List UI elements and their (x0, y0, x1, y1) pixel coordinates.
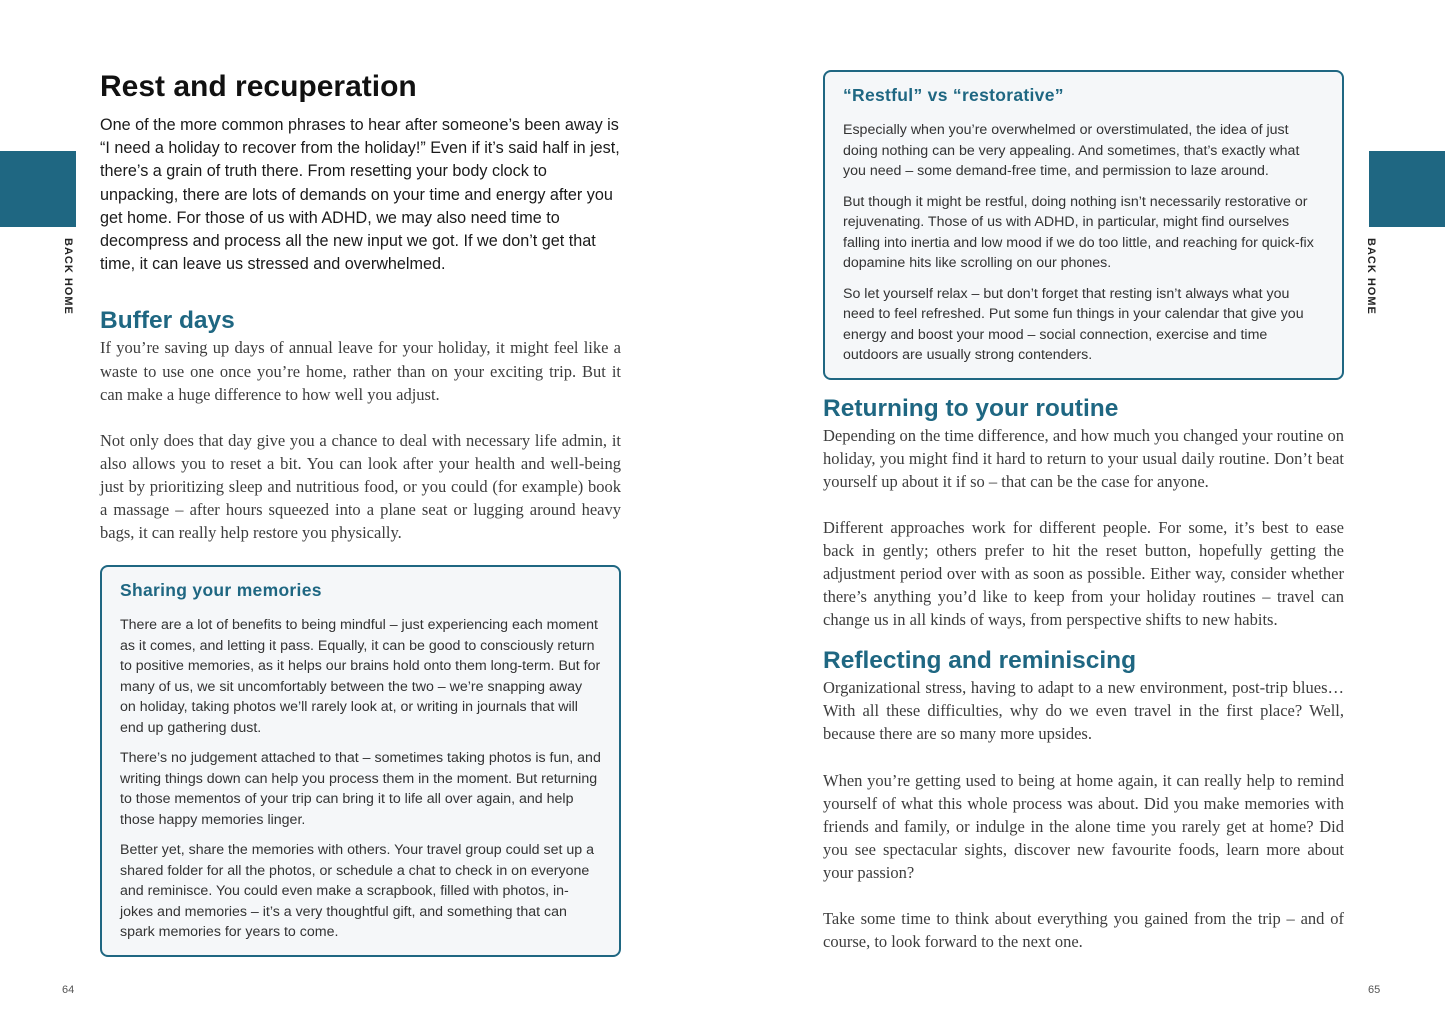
body-paragraph: When you’re getting used to being at home again, it can really help to remind yourself of what this whole process was about. Did you make memories with friends and family, or indulge in the alone time you rarely get at home? Did you see spectacular sights, discover new favourite foods, learn more about your passion? (823, 770, 1344, 882)
page-title: Rest and recuperation (100, 70, 417, 103)
body-paragraph: Organizational stress, having to adapt to a new environment, post-trip blues… With all these difficulties, why do we even travel in the first place? Well, because there are so many more upsides. (823, 678, 1344, 744)
left-column (100, 68, 621, 957)
section-heading-returning-routine: Returning to your routine (823, 394, 1119, 422)
box-paragraph: Better yet, share the memories with others. Your travel group could set up a shared folder for all the photos, or schedule a chat to check in on everyone and reminisce. You could even make a scrapbook, filled with photos, in-jokes and memories – it’s a very thoughtful gift, and something that can spark memories for years to come. (120, 842, 594, 941)
running-side-label: BACK HOME (62, 238, 74, 315)
box-paragraph: There are a lot of benefits to being mindful – just experiencing each moment as it comes, and letting it pass. Equally, it can be good to consciously return to positive memories, as it helps our brains hold onto them long-term. But for many of us, we sit uncomfortably between the two – we’re snapping away on holiday, taking photos we’ll rarely look at, or writing in journals that will end up gathering dust. (120, 617, 601, 736)
right-column (823, 70, 1344, 953)
page-number: 65 (1368, 984, 1381, 996)
intro-paragraph: One of the more common phrases to hear after someone’s been away is “I need a holiday to recover from the holiday!” Even if it’s said half in jest, there’s a grain of truth there. From resetting your body clock to unpacking, there are lots of demands on your time and energy after you get home. For those of us with ADHD, we may also need time to decompress and process all the new input we got. If we don’t get that time, it can leave us stressed and overwhelmed. (100, 116, 620, 274)
section-heading-buffer-days: Buffer days (100, 307, 235, 335)
body-paragraph: Depending on the time difference, and how much you changed your routine on holiday, you might find it hard to return to your usual daily routine. Don’t beat yourself up about it if so – that can be the case for anyone. (823, 425, 1344, 491)
section-heading-reflecting: Reflecting and reminiscing (823, 647, 1137, 675)
box-title: Sharing your memories (120, 580, 322, 601)
body-paragraph: If you’re saving up days of annual leave for your holiday, it might feel like a waste to use one once you’re home, rather than on your exciting trip. But it can make a huge difference to how well you adjust. (100, 338, 621, 404)
body-paragraph: Not only does that day give you a chance to deal with necessary life admin, it also allows you to reset a bit. You can look after your health and well-being just by prioritizing sleep and nutritious food, or you could (for example) book a massage – after hours squeezed into a plane seat or lugging around heavy bags, it can really help restore you physically. (100, 430, 621, 543)
box-paragraph: But though it might be restful, doing nothing isn’t necessarily restorative or rejuvenating. Those of us with ADHD, in particular, might find ourselves falling into inertia and low mood if we do too little, and reaching for quick-fix dopamine hits like scrolling on our phones. (843, 193, 1314, 271)
body-paragraph: Different approaches work for different people. For some, it’s best to ease back in gently; others prefer to hit the reset button, hopefully getting the adjustment period over with as soon as possible. Either way, consider whether there’s anything you’d like to keep from your holiday routines – travel can change us in all kinds of ways, from perspective shifts to new habits. (823, 517, 1344, 630)
page-number: 64 (62, 984, 75, 996)
box-paragraph: Especially when you’re overwhelmed or overstimulated, the idea of just doing nothing can be very appealing. And sometimes, that’s exactly what you need – some demand-free time, and permission to laze around. (843, 122, 1300, 179)
box-title: “Restful” vs “restorative” (843, 85, 1064, 105)
left-page (0, 0, 722, 1036)
sidebar-box-sharing-memories (100, 565, 621, 957)
sidebar-box-restful-vs-restorative (823, 70, 1344, 380)
chapter-tab-marker (1369, 151, 1445, 227)
box-paragraph: There’s no judgement attached to that – sometimes taking photos is fun, and writing things down can help you process them in the moment. But returning to those mementos of your trip can bring it to life all over again, and help those happy memories linger. (120, 750, 601, 828)
box-paragraph: So let yourself relax – but don’t forget that resting isn’t always what you need to feel refreshed. Put some fun things in your calendar that give you energy and boost your mood – social connection, exercise and time outdoors are usually strong contenders. (843, 285, 1304, 363)
right-page (723, 0, 1445, 1036)
body-paragraph: Take some time to think about everything you gained from the trip – and of course, to look forward to the next one. (823, 909, 1344, 952)
running-side-label: BACK HOME (1365, 238, 1377, 315)
chapter-tab-marker (0, 151, 76, 227)
